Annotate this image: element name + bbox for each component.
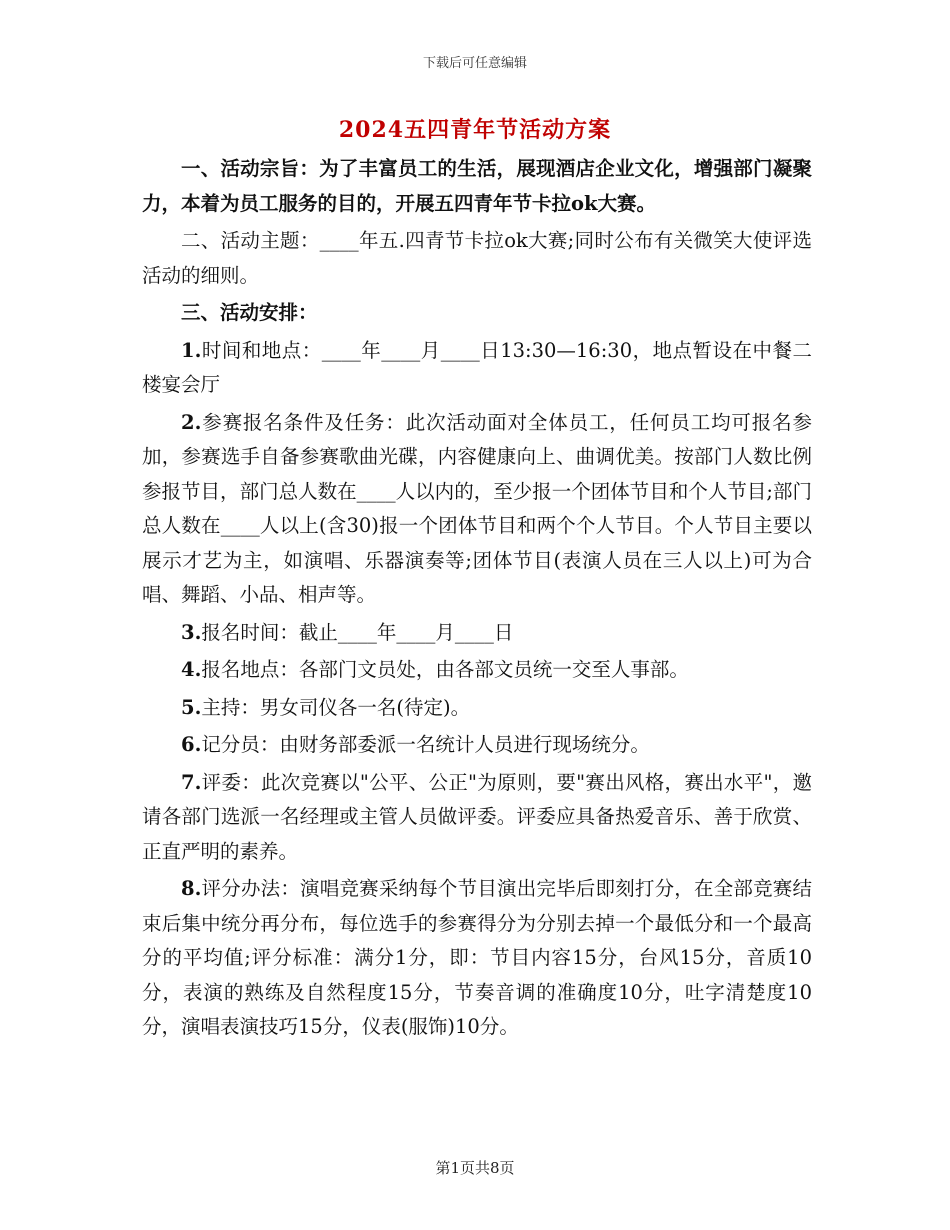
paragraph-text: 一、活动宗旨：为了丰富员工的生活，展现酒店企业文化，增强部门凝聚力，本着为员工服务的目的，开展五四青年节卡拉ok大赛。 [142,157,812,215]
page-footer: 第1页共8页 [435,1159,515,1177]
paragraph-purpose [142,152,812,221]
paragraph-text: 主持：男女司仪各一名(待定)。 [201,695,471,719]
paragraph-text: 评分办法：演唱竞赛采纳每个节目演出完毕后即刻打分，在全部竞赛结束后集中统分再分布，每位选手的参赛得分为分别去掉一个最低分和一个最高分的平均值;评分标准：满分1分，即：节目内容15分，台风15分，音质10分，表演的熟练及自然程度15分，节奏音调的准确度10分，吐字清楚度10分，演唱表演技巧15分，仪表(服饰)10分。 [142,877,812,1038]
paragraph-text: 记分员：由财务部委派一名统计人员进行现场统分。 [201,733,650,756]
item-number: 4. [181,658,202,681]
item-number: 5. [181,695,202,719]
paragraph-text: 二、活动主题：____年五.四青节卡拉ok大赛;同时公布有关微笑大使评选活动的细则。 [142,229,812,287]
item-number: 2. [181,410,202,434]
item-number: 7. [181,770,202,794]
page-header: 下载后可任意编辑 [422,56,527,71]
item-number: 1. [181,338,202,362]
paragraph-arrangement-heading [142,296,812,331]
paragraph-text: 参赛报名条件及任务：此次活动面对全体员工，任何员工均可报名参加，参赛选手自备参赛歌曲光碟，内容健康向上、曲调优美。按部门人数比例参报节目，部门总人数在____人以内的，至少报一个团体节目和个人节目;部门总人数在____人以上(含30)报一个团体节目和两个个人节目。个人节目主要以展示才艺为主，如演唱、乐器演奏等;团体节目(表演人员在三人以上)可为合唱、舞蹈、小品、相声等。 [142,410,812,606]
item-number: 3. [181,620,202,644]
paragraph-text: 时间和地点：____年____月____日13:30—16:30，地点暂设在中餐二楼宴会厅 [142,338,812,396]
paragraph-item-5 [142,691,812,726]
paragraph-item-7 [142,766,812,870]
paragraph-text: 报名地点：各部门文员处，由各部文员统一交至人事部。 [201,658,689,681]
paragraph-text: 三、活动安排： [181,301,318,324]
paragraph-item-1 [142,334,812,403]
item-number: 8. [181,877,202,900]
document-title: 2024五四青年节活动方案 [338,117,612,143]
paragraph-text: 评委：此次竞赛以"公平、公正"为原则，要"赛出风格，赛出水平"，邀请各部门选派一名经理或主管人员做评委。评委应具备热爱音乐、善于欣赏、正直严明的素养。 [142,770,812,863]
paragraph-item-8 [142,872,812,1045]
item-number: 6. [181,733,202,756]
paragraph-item-6 [142,728,812,763]
paragraph-theme [142,224,812,293]
paragraph-item-3 [142,616,812,651]
paragraph-item-2 [142,406,812,613]
paragraph-item-4 [142,653,812,688]
paragraph-text: 报名时间：截止____年____月____日 [201,620,514,644]
document-body [142,152,812,1048]
